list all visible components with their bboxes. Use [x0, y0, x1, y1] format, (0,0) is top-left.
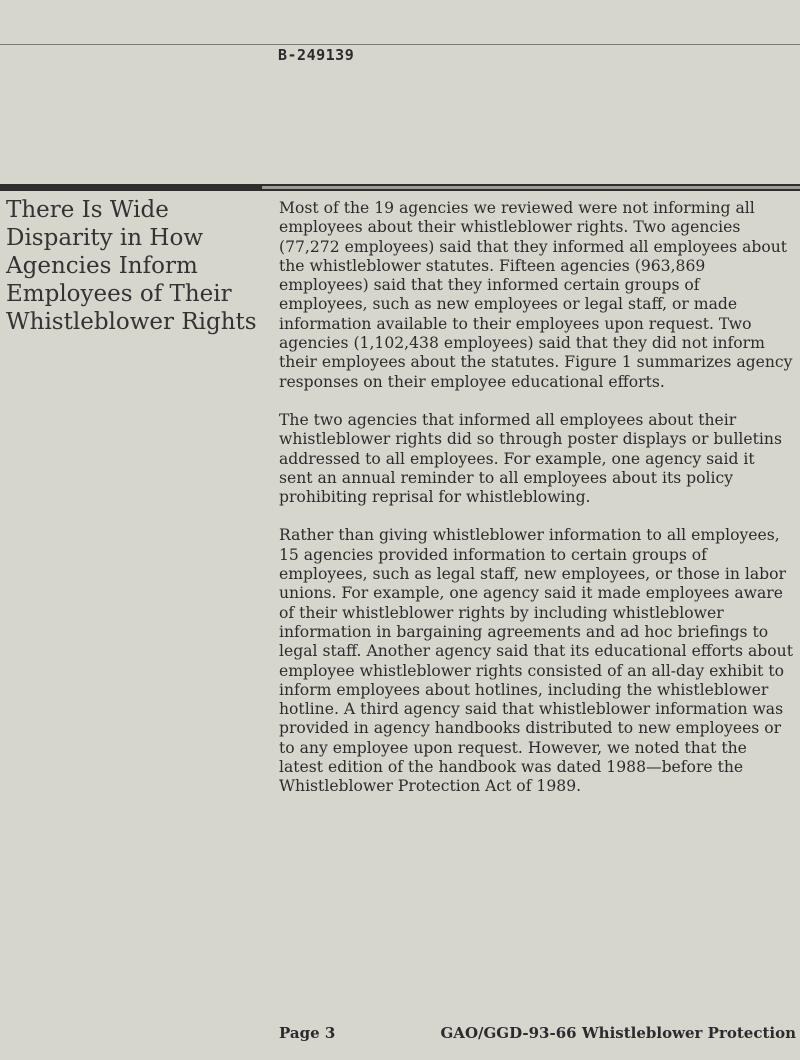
section-heading: [6, 196, 268, 336]
section-heading-line: Disparity in How: [6, 225, 204, 251]
body-paragraph: The two agencies that informed all employees about their whistleblower rights did so through poster displays or bulletins addressed to all employees. For example, one agency said it sent an annual reminder to all employees about its policy prohibiting reprisal for whistleblowing.: [279, 410, 782, 507]
body-paragraph: Most of the 19 agencies we reviewed were not informing all employees about their whistleblower rights. Two agencies (77,272 employees) said that they informed all employees about the whistleblower statutes. Fifteen agencies (963,869 employees) said that they informed certain groups of employees, such as new employees or legal staff, or made information available to their employees upon request. Two agencies (1,102,438 employees) said that they did not inform their employees about the statutes. Figure 1 summarizes agency responses on their employee educational efforts.: [279, 199, 793, 391]
section-heading-line: Agencies Inform: [6, 253, 198, 279]
section-heading-line: Employees of Their: [6, 281, 232, 307]
section-heading-line: There Is Wide: [6, 197, 169, 223]
body-paragraph: Rather than giving whistleblower information to all employees, 15 agencies provided information to certain groups of employees, such as legal staff, new employees, or those in labor unions. For example, one agency said it made employees aware of their whistleblower rights by including whistleblower information in bargaining agreements and ad hoc briefings to legal staff. Another agency said that its educational efforts about employee whistleblower rights consisted of an all-day exhibit to inform employees about hotlines, including the whistleblower hotline. A third agency said that whistleblower information was provided in agency handbooks distributed to new employees or to any employee upon request. However, we noted that the latest edition of the handbook was dated 1988—before the Whistleblower Protection Act of 1989.: [279, 526, 793, 796]
section-heading-line: Whistleblower Rights: [6, 309, 257, 335]
top-rule: [0, 44, 800, 45]
page-number: Page 3: [279, 1024, 336, 1042]
document-id: B-249139: [278, 46, 355, 64]
section-divider-highlight: [262, 186, 800, 189]
report-number: GAO/GGD-93-66 Whistleblower Protection: [440, 1024, 796, 1042]
section-body: [279, 199, 793, 816]
